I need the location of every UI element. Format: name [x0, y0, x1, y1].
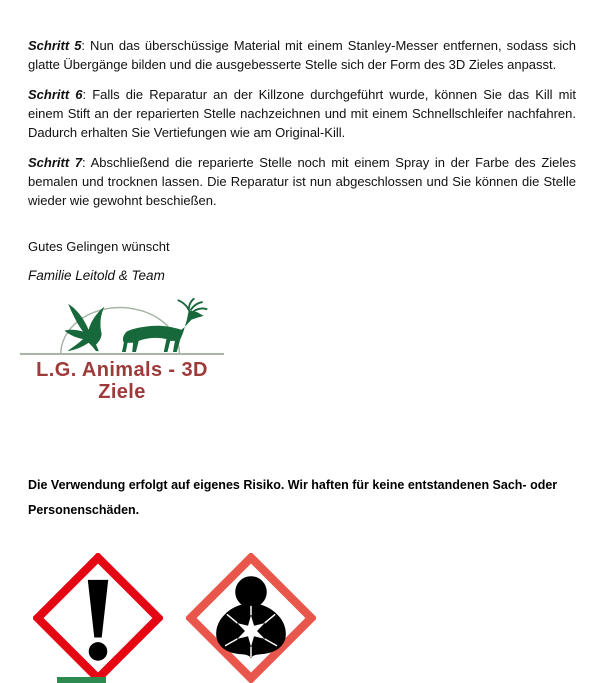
person-head: [235, 576, 267, 608]
logo-graphic: [20, 298, 224, 356]
exclamation-dot: [89, 642, 108, 661]
disclaimer-line-1: Die Verwendung erfolgt auf eigenes Risiko. Wir haften für keine entstandenen Sach- oder: [28, 478, 558, 492]
step-7-label: Schritt 7: [28, 155, 83, 170]
hazard-pictograms-row: [28, 553, 576, 683]
stag-icon: [122, 310, 204, 352]
step-6-label: Schritt 6: [28, 87, 83, 102]
stag-antlers: [178, 298, 208, 312]
disclaimer-line-2: Personenschäden.: [28, 503, 140, 517]
paragraph-step-7: [28, 153, 576, 210]
disclaimer-text: [28, 473, 576, 523]
closing-line: Gutes Gelingen wünscht: [28, 239, 170, 254]
signature-line: Familie Leitold & Team: [28, 268, 165, 283]
logo-baseline: [20, 353, 224, 355]
step-5-text: : Nun das überschüssige Material mit einem Stanley-Messer entfernen, sodass sich glatte Übergänge bilden und die ausgebesserte Stelle sich der Form des 3D Zieles anpasst.: [28, 38, 576, 72]
company-logo: [20, 298, 226, 403]
brand-text: L.G. Animals - 3D Ziele: [36, 359, 208, 403]
exclamation-mark-icon: [33, 553, 163, 683]
step-6-text: : Falls die Reparatur an der Killzone durchgeführt wurde, können Sie das Kill mit einem Stift an der reparierten Stelle nachzeichnen und mit einem Schnellschleifer nachfahren. Dadurch erhalten Sie Vertiefungen wie am Original-Kill.: [28, 87, 576, 140]
paragraph-step-5: [28, 36, 576, 74]
footer-bar: [57, 677, 106, 683]
paragraph-step-6: [28, 85, 576, 142]
step-5-label: Schritt 5: [28, 38, 82, 53]
health-hazard-icon: [186, 553, 316, 683]
step-7-text: : Abschließend die reparierte Stelle noch mit einem Spray in der Farbe des Zieles bemalen und trocknen lassen. Die Reparatur ist nun abgeschlossen und Sie können die Stelle wieder wie gewohnt beschießen.: [28, 155, 576, 208]
